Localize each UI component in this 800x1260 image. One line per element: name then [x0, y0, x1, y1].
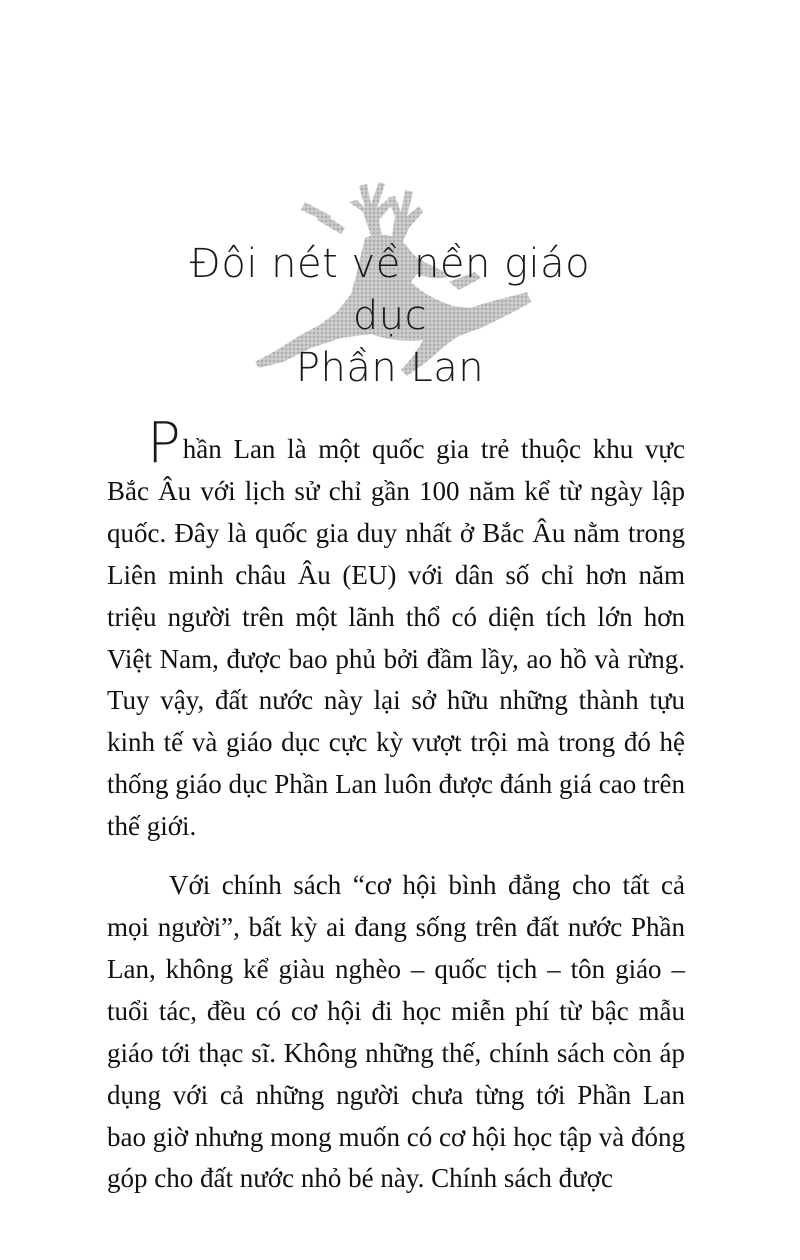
chapter-title-line-1: Đôi nét về nền giáo dục [189, 241, 591, 339]
paragraph-2: Với chính sách “cơ hội bình đẳng cho tất cả mọi người”, bất kỳ ai đang sống trên đất nước Phần Lan, không kể giàu nghèo – quốc tịch – tôn giáo – tuổi tác, đều có cơ hội đi học miễn phí từ bậc mẫu giáo tới thạc sĩ. Không những thế, chính sách còn áp dụng với cả những người chưa từng tới Phần Lan bao giờ nhưng mong muốn có cơ hội học tập và đóng góp cho đất nước nhỏ bé này. Chính sách được [107, 870, 685, 1194]
chapter-title-line-2: Phần Lan [295, 345, 485, 391]
body-text [107, 411, 685, 1200]
paragraph-1 [107, 411, 685, 848]
drop-cap: P [147, 411, 181, 476]
paragraph-1-text: hần Lan là một quốc gia trẻ thuộc khu vực Bắc Âu với lịch sử chỉ gần 100 năm kể từ ngày lập quốc. Đây là quốc gia duy nhất ở Bắc Âu nằm trong Liên minh châu Âu (EU) với dân số chỉ hơn năm triệu người trên một lãnh thổ có diện tích lớn hơn Việt Nam, được bao phủ bởi đầm lầy, ao hồ và rừng. Tuy vậy, đất nước này lại sở hữu những thành tựu kinh tế và giáo dục cực kỳ vượt trội mà trong đó hệ thống giáo dục Phần Lan luôn được đánh giá cao trên thế giới. [107, 434, 685, 842]
chapter-title [150, 238, 630, 394]
